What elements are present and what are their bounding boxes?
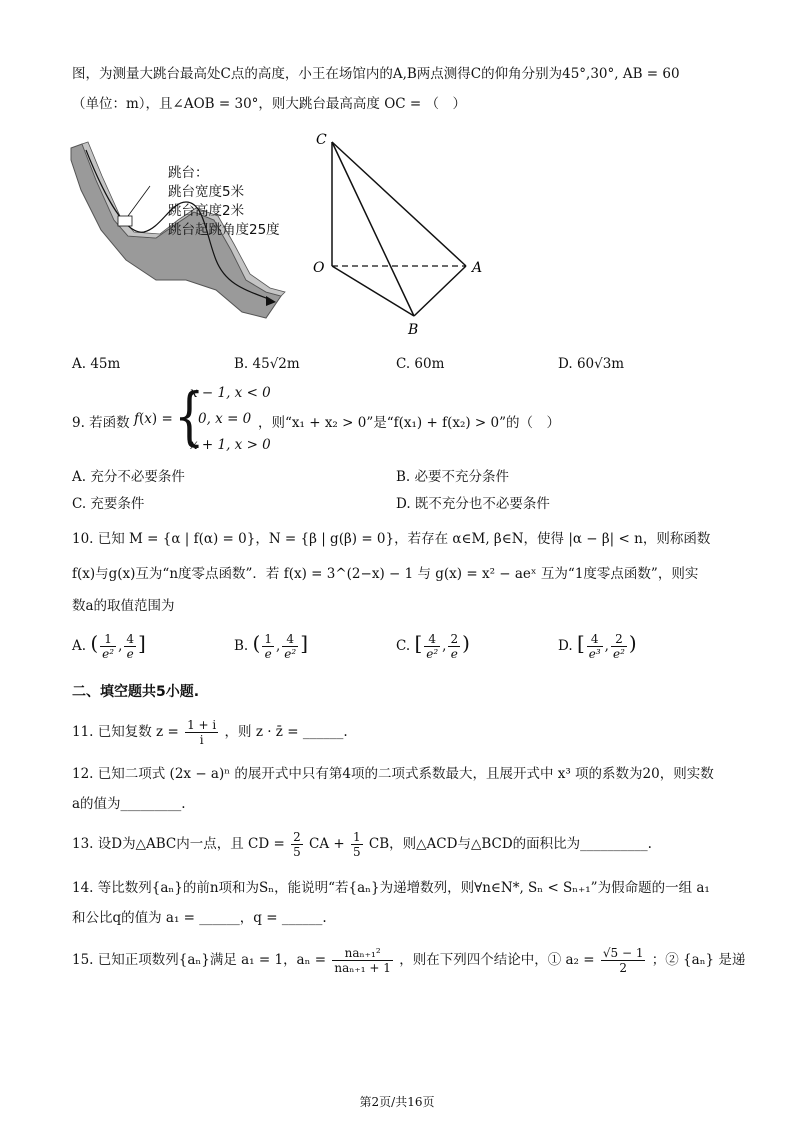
q11: 11. 已知复数 z = $\frac{1 + i}{i}$ ，则 z · z̄ = ______. — [72, 718, 348, 747]
q8-option-b-value: 45√2m — [252, 356, 300, 372]
q12-line1: 12. 已知二项式 (2x − a)ⁿ 的展开式中只有第4项的二项式系数最大，且展开式中 x³ 项的系数为20，则实数 — [72, 766, 714, 782]
q10-line2: f(x)与g(x)互为“n度零点函数”．若 f(x) = 3^(2−x) − 1 与 g(x) = x² − aeˣ 互为“1度零点函数”，则实 — [72, 566, 699, 582]
jump-legend-title: 跳台： — [168, 165, 209, 181]
q9-prefix: 9. 若函数 — [72, 415, 130, 431]
q10-option-b: B. ( $\frac{1}{e}$ , $\frac{4}{\text{e²}}$ ] — [234, 631, 308, 661]
label-b: B — [408, 322, 419, 338]
q8-option-a: A. 45m — [72, 356, 121, 372]
q10-option-d: D. [ $\frac{4}{\text{e³}}$ , $\frac{2}{\text{e²}}$ ) — [558, 631, 637, 661]
q9-option-d: D. 既不充分也不必要条件 — [396, 496, 550, 512]
q10-option-a: A. ( $\frac{1}{\text{e²}}$ , $\frac{4}{e}$ ] — [72, 631, 146, 661]
q8-option-d — [558, 354, 624, 374]
tetrahedron-figure — [300, 126, 500, 341]
q9-option-b: B. 必要不充分条件 — [396, 469, 510, 485]
q8-option-b — [234, 354, 300, 374]
q9-case3: x + 1, x > 0 — [190, 437, 271, 453]
q8-option-b-prefix: B. — [234, 356, 249, 372]
q10-line3: 数a的取值范围为 — [72, 598, 175, 614]
q10-line1: 10. 已知 M = {α | f(α) = 0}，N = {β | g(β) = 0}，若存在 α∈M, β∈N，使得 |α − β| < n，则称函数 — [72, 531, 711, 547]
label-c: C — [316, 132, 327, 148]
q14-line2: 和公比q的值为 a₁ = ______，q = ______. — [72, 910, 327, 926]
q13: 13. 设D为△ABC内一点，且 CD = $\frac{2}{5}$ CA + $\frac{1}{5}$ CB，则△ACD与△BCD的面积比为__________. — [72, 830, 652, 859]
jump-legend-height: 跳台高度2米 — [168, 203, 245, 219]
label-o: O — [313, 260, 325, 276]
label-a: A — [472, 260, 483, 276]
q8-text-line1: 图，为测量大跳台最高处C点的高度，小王在场馆内的A,B两点测得C的仰角分别为45°,30°, AB = 60 — [72, 66, 680, 82]
q9-case2: 0, x = 0 — [198, 411, 252, 427]
q12-line2: a的值为_________. — [72, 796, 186, 812]
q14-line1: 14. 等比数列{aₙ}的前n项和为Sₙ，能说明“若{aₙ}为递增数列，则∀n∈N*, Sₙ < Sₙ₊₁”为假命题的一组 a₁ — [72, 880, 710, 896]
q9-suffix: ，则“x₁ + x₂ > 0”是“f(x₁) + f(x₂) > 0”的（ ） — [258, 415, 561, 431]
q8-option-c: C. 60m — [396, 356, 445, 372]
jump-legend-width: 跳台宽度5米 — [168, 184, 245, 200]
q9-brace: { — [174, 380, 205, 454]
q8-option-d-prefix: D. — [558, 356, 573, 372]
q9-fx: f(x) = — [134, 411, 173, 427]
section-2-heading: 二、填空题共5小题. — [72, 684, 200, 700]
q15: 15. 已知正项数列{aₙ}满足 a₁ = 1，aₙ = $\frac{\text{naₙ₊₁²}}{\text{naₙ₊₁ + 1}}$ ，则在下列四个结论中，① a₂ = $\frac{√5 - 1}{2}$ ；② {aₙ} 是递 — [72, 946, 746, 975]
q10-option-c: C. [ $\frac{4}{\text{e²}}$ , $\frac{2}{e}$ ) — [396, 631, 470, 661]
q9-option-a: A. 充分不必要条件 — [72, 469, 185, 485]
q9-case1: x − 1, x < 0 — [190, 385, 271, 401]
jump-legend — [168, 164, 280, 240]
page-footer: 第2页/共16页 — [359, 1095, 435, 1109]
jump-legend-angle: 跳台起跳角度25度 — [168, 222, 280, 238]
q8-option-d-value: 60√3m — [576, 356, 625, 372]
q9-option-c: C. 充要条件 — [72, 496, 145, 512]
q8-text-line2: （单位：m），且∠AOB = 30°，则大跳台最高高度 OC = （ ） — [72, 96, 467, 112]
